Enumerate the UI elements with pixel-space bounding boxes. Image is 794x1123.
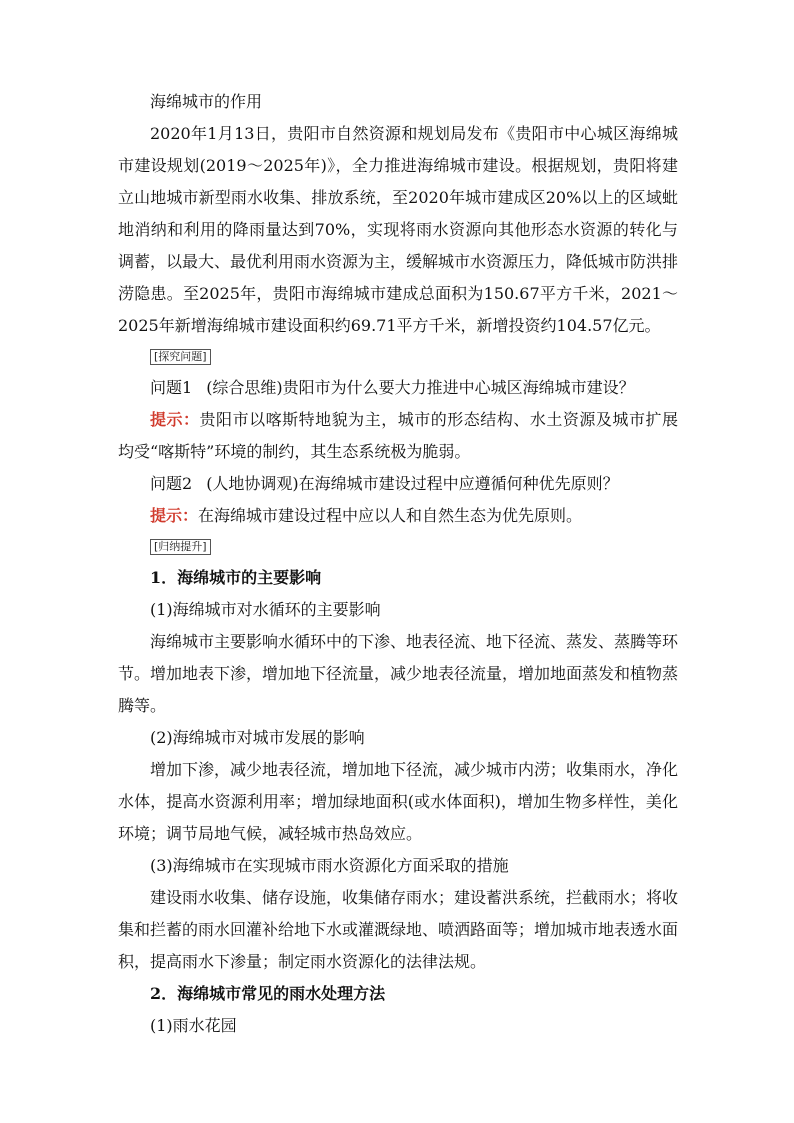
section-title: 海绵城市的作用: [150, 92, 263, 111]
question-1-text: (综合思维)贵阳市为什么要大力推进中心城区海绵城市建设？: [206, 378, 635, 397]
subheading-2-1: (1)雨水花园: [150, 1016, 237, 1035]
explore-questions-tag: [探究问题]: [150, 349, 211, 365]
question-2-hint: [118, 500, 678, 532]
question-2: [118, 468, 678, 500]
subheading-1-2: (2)海绵城市对城市发展的影响: [150, 728, 365, 747]
hint-2-text: 在海绵城市建设过程中应以人和自然生态为优先原则。: [198, 506, 583, 525]
heading-2: 2．海绵城市常见的雨水处理方法: [150, 984, 386, 1003]
question-1: [118, 372, 678, 404]
hint-1-text: 贵阳市以喀斯特地貌为主，城市的形态结构、水土资源及城市扩展均受“喀斯特”环境的制约，其生态系统极为脆弱。: [118, 410, 678, 461]
paragraph-1-1: 海绵城市主要影响水循环中的下渗、地表径流、地下径流、蒸发、蒸腾等环节。增加地表下渗，增加地下径流量，减少地表径流量，增加地面蒸发和植物蒸腾等。: [118, 632, 679, 715]
paragraph-1-2: 增加下渗，减少地表径流，增加地下径流，减少城市内涝；收集雨水，净化水体，提高水资源利用率；增加绿地面积(或水体面积)，增加生物多样性，美化环境；调节局地气候，减轻城市热岛效应。: [118, 760, 679, 843]
subheading-1-3: (3)海绵城市在实现城市雨水资源化方面采取的措施: [150, 856, 509, 875]
question-2-label: 问题2: [150, 474, 193, 493]
question-1-hint: [118, 404, 678, 468]
paragraph-1-3: 建设雨水收集、储存设施，收集储存雨水；建设蓄洪系统，拦截雨水；将收集和拦蓄的雨水回灌补给地下水或灌溉绿地、喷洒路面等；增加城市地表透水面积，提高雨水下渗量；制定雨水资源化的法律法规。: [118, 888, 679, 971]
question-2-text: (人地协调观)在海绵城市建设过程中应遵循何种优先原则？: [206, 474, 619, 493]
summary-tag: [归纳提升]: [150, 539, 211, 555]
subheading-1-1: (1)海绵城市对水循环的主要影响: [150, 600, 381, 619]
intro-paragraph: 2020年1月13日，贵阳市自然资源和规划局发布《贵阳市中心城区海绵城市建设规划(2019～2025年)》，全力推进海绵城市建设。根据规划，贵阳将建立山地城市新型雨水收集、排放系统，至2020年城市建成区20%以上的区域蚍地消纳和利用的降雨量达到70%，实现将雨水资源向其他形态水资源的转化与调蓄，以最大、最优利用雨水资源为主，缓解城市水资源压力，降低城市防洪排涝隐患。至2025年，贵阳市海绵城市建成总面积为150.67平方千米，2021～2025年新增海绵城市建设面积约69.71平方千米，新增投资约104.57亿元。: [118, 124, 679, 335]
heading-1: 1．海绵城市的主要影响: [150, 568, 322, 587]
hint-2-label: 提示：: [150, 506, 199, 525]
document-page: [118, 86, 678, 1042]
question-1-label: 问题1: [150, 378, 193, 397]
hint-1-label: 提示：: [150, 410, 200, 429]
